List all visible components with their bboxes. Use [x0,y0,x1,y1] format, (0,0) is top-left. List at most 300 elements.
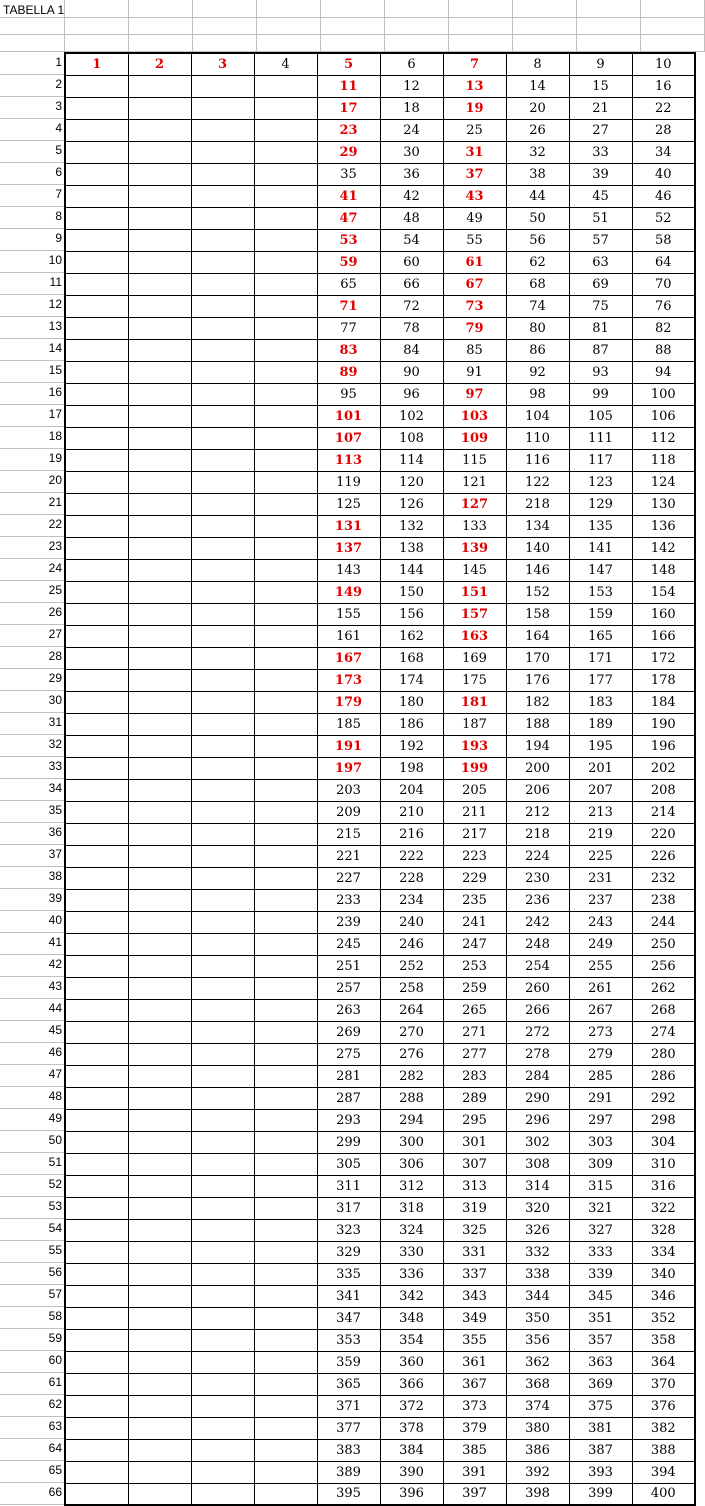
number-cell[interactable]: 98 [506,383,569,405]
number-cell[interactable]: 287 [317,1087,380,1109]
number-cell[interactable]: 88 [632,339,695,361]
number-cell[interactable]: 351 [569,1307,632,1329]
number-cell[interactable]: 237 [569,889,632,911]
number-cell[interactable]: 373 [443,1395,506,1417]
number-cell[interactable]: 259 [443,977,506,999]
empty-cell[interactable] [128,603,191,625]
number-cell[interactable]: 250 [632,933,695,955]
number-cell[interactable]: 26 [506,119,569,141]
number-cell[interactable]: 84 [380,339,443,361]
empty-cell[interactable] [128,471,191,493]
number-cell[interactable]: 256 [632,955,695,977]
number-cell[interactable]: 145 [443,559,506,581]
empty-cell[interactable] [254,933,317,955]
empty-cell[interactable] [128,119,191,141]
number-cell[interactable]: 178 [632,669,695,691]
number-cell[interactable]: 317 [317,1197,380,1219]
number-cell[interactable]: 309 [569,1153,632,1175]
prime-cell[interactable]: 107 [317,427,380,449]
prime-cell[interactable]: 137 [317,537,380,559]
number-cell[interactable]: 195 [569,735,632,757]
empty-cell[interactable] [128,1461,191,1483]
number-cell[interactable]: 134 [506,515,569,537]
number-cell[interactable]: 15 [569,75,632,97]
empty-cell[interactable] [65,1197,128,1219]
number-cell[interactable]: 275 [317,1043,380,1065]
number-cell[interactable]: 220 [632,823,695,845]
empty-cell[interactable] [191,1483,254,1505]
number-cell[interactable]: 156 [380,603,443,625]
empty-cell[interactable] [128,1087,191,1109]
number-cell[interactable]: 318 [380,1197,443,1219]
number-cell[interactable]: 105 [569,405,632,427]
empty-cell[interactable] [191,1131,254,1153]
number-cell[interactable]: 118 [632,449,695,471]
number-cell[interactable]: 116 [506,449,569,471]
empty-cell[interactable] [128,735,191,757]
empty-cell[interactable] [128,933,191,955]
empty-cell[interactable] [128,1175,191,1197]
number-cell[interactable]: 188 [506,713,569,735]
empty-cell[interactable] [128,779,191,801]
number-cell[interactable]: 231 [569,867,632,889]
empty-cell[interactable] [128,889,191,911]
empty-cell[interactable] [254,581,317,603]
number-cell[interactable]: 371 [317,1395,380,1417]
empty-cell[interactable] [128,911,191,933]
number-cell[interactable]: 210 [380,801,443,823]
empty-cell[interactable] [191,955,254,977]
number-cell[interactable]: 277 [443,1043,506,1065]
empty-cell[interactable] [191,1021,254,1043]
number-cell[interactable]: 221 [317,845,380,867]
number-cell[interactable]: 365 [317,1373,380,1395]
number-cell[interactable]: 308 [506,1153,569,1175]
number-cell[interactable]: 324 [380,1219,443,1241]
number-cell[interactable]: 4 [254,53,317,75]
empty-cell[interactable] [128,493,191,515]
empty-cell[interactable] [65,229,128,251]
number-cell[interactable]: 265 [443,999,506,1021]
number-cell[interactable]: 104 [506,405,569,427]
empty-cell[interactable] [65,1109,128,1131]
number-cell[interactable]: 90 [380,361,443,383]
number-cell[interactable]: 177 [569,669,632,691]
prime-cell[interactable]: 31 [443,141,506,163]
number-cell[interactable]: 243 [569,911,632,933]
prime-cell[interactable]: 41 [317,185,380,207]
number-cell[interactable]: 30 [380,141,443,163]
prime-cell[interactable]: 1 [65,53,128,75]
prime-cell[interactable]: 83 [317,339,380,361]
number-cell[interactable]: 215 [317,823,380,845]
number-cell[interactable]: 319 [443,1197,506,1219]
number-cell[interactable]: 200 [506,757,569,779]
number-cell[interactable]: 54 [380,229,443,251]
number-cell[interactable]: 273 [569,1021,632,1043]
number-cell[interactable]: 261 [569,977,632,999]
empty-cell[interactable] [191,1087,254,1109]
empty-cell[interactable] [128,1021,191,1043]
empty-cell[interactable] [128,1263,191,1285]
empty-cell[interactable] [254,119,317,141]
prime-cell[interactable]: 193 [443,735,506,757]
empty-cell[interactable] [128,801,191,823]
empty-cell[interactable] [128,1483,191,1505]
empty-cell[interactable] [191,647,254,669]
empty-cell[interactable] [128,559,191,581]
empty-cell[interactable] [191,229,254,251]
number-cell[interactable]: 366 [380,1373,443,1395]
number-cell[interactable]: 165 [569,625,632,647]
number-cell[interactable]: 106 [632,405,695,427]
empty-cell[interactable] [254,1417,317,1439]
prime-cell[interactable]: 179 [317,691,380,713]
empty-cell[interactable] [128,1417,191,1439]
number-cell[interactable]: 10 [632,53,695,75]
number-cell[interactable]: 246 [380,933,443,955]
empty-cell[interactable] [128,163,191,185]
empty-cell[interactable] [254,1329,317,1351]
number-cell[interactable]: 280 [632,1043,695,1065]
number-cell[interactable]: 52 [632,207,695,229]
empty-cell[interactable] [191,1417,254,1439]
number-cell[interactable]: 42 [380,185,443,207]
number-cell[interactable]: 393 [569,1461,632,1483]
number-cell[interactable]: 12 [380,75,443,97]
prime-cell[interactable]: 13 [443,75,506,97]
empty-cell[interactable] [65,1021,128,1043]
number-cell[interactable]: 32 [506,141,569,163]
empty-cell[interactable] [65,1417,128,1439]
number-cell[interactable]: 153 [569,581,632,603]
number-cell[interactable]: 368 [506,1373,569,1395]
number-cell[interactable]: 332 [506,1241,569,1263]
number-cell[interactable]: 35 [317,163,380,185]
empty-cell[interactable] [65,1285,128,1307]
number-cell[interactable]: 272 [506,1021,569,1043]
empty-cell[interactable] [254,757,317,779]
number-cell[interactable]: 311 [317,1175,380,1197]
empty-cell[interactable] [191,119,254,141]
number-cell[interactable]: 367 [443,1373,506,1395]
empty-cell[interactable] [191,361,254,383]
number-cell[interactable]: 74 [506,295,569,317]
number-cell[interactable]: 300 [380,1131,443,1153]
number-cell[interactable]: 271 [443,1021,506,1043]
number-cell[interactable]: 14 [506,75,569,97]
prime-cell[interactable]: 89 [317,361,380,383]
empty-cell[interactable] [65,251,128,273]
empty-cell[interactable] [128,1439,191,1461]
number-cell[interactable]: 340 [632,1263,695,1285]
number-cell[interactable]: 400 [632,1483,695,1505]
number-cell[interactable]: 262 [632,977,695,999]
number-cell[interactable]: 117 [569,449,632,471]
number-cell[interactable]: 253 [443,955,506,977]
number-cell[interactable]: 337 [443,1263,506,1285]
number-cell[interactable]: 228 [380,867,443,889]
number-cell[interactable]: 285 [569,1065,632,1087]
empty-cell[interactable] [254,669,317,691]
prime-cell[interactable]: 23 [317,119,380,141]
number-cell[interactable]: 24 [380,119,443,141]
number-cell[interactable]: 222 [380,845,443,867]
empty-cell[interactable] [191,779,254,801]
number-cell[interactable]: 295 [443,1109,506,1131]
empty-cell[interactable] [191,1373,254,1395]
empty-cell[interactable] [128,207,191,229]
empty-cell[interactable] [128,141,191,163]
number-cell[interactable]: 313 [443,1175,506,1197]
number-cell[interactable]: 189 [569,713,632,735]
number-cell[interactable]: 120 [380,471,443,493]
number-cell[interactable]: 348 [380,1307,443,1329]
number-cell[interactable]: 258 [380,977,443,999]
empty-cell[interactable] [254,845,317,867]
number-cell[interactable]: 214 [632,801,695,823]
number-cell[interactable]: 334 [632,1241,695,1263]
empty-cell[interactable] [65,757,128,779]
empty-cell[interactable] [254,1483,317,1505]
prime-cell[interactable]: 79 [443,317,506,339]
number-cell[interactable]: 140 [506,537,569,559]
number-cell[interactable]: 333 [569,1241,632,1263]
number-cell[interactable]: 213 [569,801,632,823]
number-cell[interactable]: 268 [632,999,695,1021]
number-cell[interactable]: 229 [443,867,506,889]
number-cell[interactable]: 302 [506,1131,569,1153]
number-cell[interactable]: 310 [632,1153,695,1175]
number-cell[interactable]: 335 [317,1263,380,1285]
empty-cell[interactable] [191,889,254,911]
empty-cell[interactable] [128,537,191,559]
empty-cell[interactable] [128,317,191,339]
number-cell[interactable]: 290 [506,1087,569,1109]
empty-cell[interactable] [191,1329,254,1351]
prime-cell[interactable]: 191 [317,735,380,757]
number-cell[interactable]: 305 [317,1153,380,1175]
number-cell[interactable]: 6 [380,53,443,75]
empty-cell[interactable] [254,141,317,163]
empty-cell[interactable] [65,603,128,625]
empty-cell[interactable] [254,75,317,97]
prime-cell[interactable]: 157 [443,603,506,625]
number-cell[interactable]: 297 [569,1109,632,1131]
empty-cell[interactable] [254,1043,317,1065]
number-cell[interactable]: 126 [380,493,443,515]
empty-cell[interactable] [254,1241,317,1263]
number-cell[interactable]: 216 [380,823,443,845]
empty-cell[interactable] [65,1175,128,1197]
empty-cell[interactable] [128,757,191,779]
number-cell[interactable]: 284 [506,1065,569,1087]
number-cell[interactable]: 323 [317,1219,380,1241]
number-cell[interactable]: 87 [569,339,632,361]
empty-cell[interactable] [254,1131,317,1153]
empty-cell[interactable] [65,581,128,603]
number-cell[interactable]: 211 [443,801,506,823]
number-cell[interactable]: 124 [632,471,695,493]
empty-cell[interactable] [254,383,317,405]
empty-cell[interactable] [191,1197,254,1219]
empty-cell[interactable] [191,1153,254,1175]
number-cell[interactable]: 119 [317,471,380,493]
number-cell[interactable]: 321 [569,1197,632,1219]
number-cell[interactable]: 240 [380,911,443,933]
number-cell[interactable]: 244 [632,911,695,933]
number-cell[interactable]: 397 [443,1483,506,1505]
number-cell[interactable]: 161 [317,625,380,647]
number-cell[interactable]: 80 [506,317,569,339]
number-cell[interactable]: 248 [506,933,569,955]
empty-cell[interactable] [128,251,191,273]
number-cell[interactable]: 223 [443,845,506,867]
number-cell[interactable]: 320 [506,1197,569,1219]
number-cell[interactable]: 266 [506,999,569,1021]
number-cell[interactable]: 201 [569,757,632,779]
empty-cell[interactable] [191,75,254,97]
number-cell[interactable]: 249 [569,933,632,955]
number-cell[interactable]: 112 [632,427,695,449]
empty-cell[interactable] [65,1373,128,1395]
number-cell[interactable]: 395 [317,1483,380,1505]
empty-cell[interactable] [128,691,191,713]
empty-cell[interactable] [128,383,191,405]
empty-cell[interactable] [191,515,254,537]
number-cell[interactable]: 350 [506,1307,569,1329]
empty-cell[interactable] [65,449,128,471]
empty-cell[interactable] [65,383,128,405]
empty-cell[interactable] [254,317,317,339]
empty-cell[interactable] [191,713,254,735]
number-cell[interactable]: 370 [632,1373,695,1395]
number-cell[interactable]: 325 [443,1219,506,1241]
number-cell[interactable]: 355 [443,1329,506,1351]
number-cell[interactable]: 247 [443,933,506,955]
empty-cell[interactable] [65,141,128,163]
number-cell[interactable]: 326 [506,1219,569,1241]
empty-cell[interactable] [65,163,128,185]
prime-cell[interactable]: 181 [443,691,506,713]
empty-cell[interactable] [65,1439,128,1461]
prime-cell[interactable]: 59 [317,251,380,273]
empty-cell[interactable] [254,1263,317,1285]
prime-cell[interactable]: 163 [443,625,506,647]
number-cell[interactable]: 345 [569,1285,632,1307]
number-cell[interactable]: 184 [632,691,695,713]
empty-cell[interactable] [191,317,254,339]
empty-cell[interactable] [128,185,191,207]
number-cell[interactable]: 234 [380,889,443,911]
number-cell[interactable]: 227 [317,867,380,889]
number-cell[interactable]: 382 [632,1417,695,1439]
number-cell[interactable]: 158 [506,603,569,625]
number-cell[interactable]: 65 [317,273,380,295]
number-cell[interactable]: 206 [506,779,569,801]
empty-cell[interactable] [191,933,254,955]
number-cell[interactable]: 346 [632,1285,695,1307]
empty-cell[interactable] [65,119,128,141]
number-cell[interactable]: 359 [317,1351,380,1373]
empty-cell[interactable] [191,1439,254,1461]
number-cell[interactable]: 57 [569,229,632,251]
empty-cell[interactable] [191,163,254,185]
empty-cell[interactable] [65,317,128,339]
number-cell[interactable]: 81 [569,317,632,339]
number-cell[interactable]: 336 [380,1263,443,1285]
number-cell[interactable]: 28 [632,119,695,141]
number-cell[interactable]: 123 [569,471,632,493]
empty-cell[interactable] [191,1175,254,1197]
empty-cell[interactable] [128,1109,191,1131]
empty-cell[interactable] [65,405,128,427]
empty-cell[interactable] [128,1395,191,1417]
number-cell[interactable]: 64 [632,251,695,273]
number-cell[interactable]: 102 [380,405,443,427]
number-cell[interactable]: 162 [380,625,443,647]
number-cell[interactable]: 187 [443,713,506,735]
empty-cell[interactable] [65,427,128,449]
number-cell[interactable]: 375 [569,1395,632,1417]
empty-cell[interactable] [191,1285,254,1307]
empty-cell[interactable] [254,735,317,757]
number-cell[interactable]: 278 [506,1043,569,1065]
number-cell[interactable]: 169 [443,647,506,669]
number-cell[interactable]: 78 [380,317,443,339]
number-cell[interactable]: 183 [569,691,632,713]
number-cell[interactable]: 152 [506,581,569,603]
prime-cell[interactable]: 101 [317,405,380,427]
number-cell[interactable]: 196 [632,735,695,757]
prime-cell[interactable]: 19 [443,97,506,119]
empty-cell[interactable] [128,405,191,427]
prime-cell[interactable]: 109 [443,427,506,449]
number-cell[interactable]: 374 [506,1395,569,1417]
empty-cell[interactable] [191,537,254,559]
empty-cell[interactable] [128,295,191,317]
number-cell[interactable]: 129 [569,493,632,515]
number-cell[interactable]: 174 [380,669,443,691]
empty-cell[interactable] [254,515,317,537]
empty-cell[interactable] [128,1043,191,1065]
empty-cell[interactable] [191,493,254,515]
empty-cell[interactable] [254,647,317,669]
number-cell[interactable]: 239 [317,911,380,933]
number-cell[interactable]: 383 [317,1439,380,1461]
empty-cell[interactable] [254,185,317,207]
number-cell[interactable]: 399 [569,1483,632,1505]
number-cell[interactable]: 212 [506,801,569,823]
number-cell[interactable]: 289 [443,1087,506,1109]
number-cell[interactable]: 381 [569,1417,632,1439]
number-cell[interactable]: 33 [569,141,632,163]
number-cell[interactable]: 328 [632,1219,695,1241]
empty-cell[interactable] [254,361,317,383]
prime-cell[interactable]: 73 [443,295,506,317]
number-cell[interactable]: 190 [632,713,695,735]
empty-cell[interactable] [254,449,317,471]
number-cell[interactable]: 362 [506,1351,569,1373]
empty-cell[interactable] [254,1021,317,1043]
empty-cell[interactable] [191,801,254,823]
number-cell[interactable]: 55 [443,229,506,251]
number-cell[interactable]: 263 [317,999,380,1021]
number-cell[interactable]: 96 [380,383,443,405]
empty-cell[interactable] [191,339,254,361]
number-cell[interactable]: 168 [380,647,443,669]
empty-cell[interactable] [128,273,191,295]
